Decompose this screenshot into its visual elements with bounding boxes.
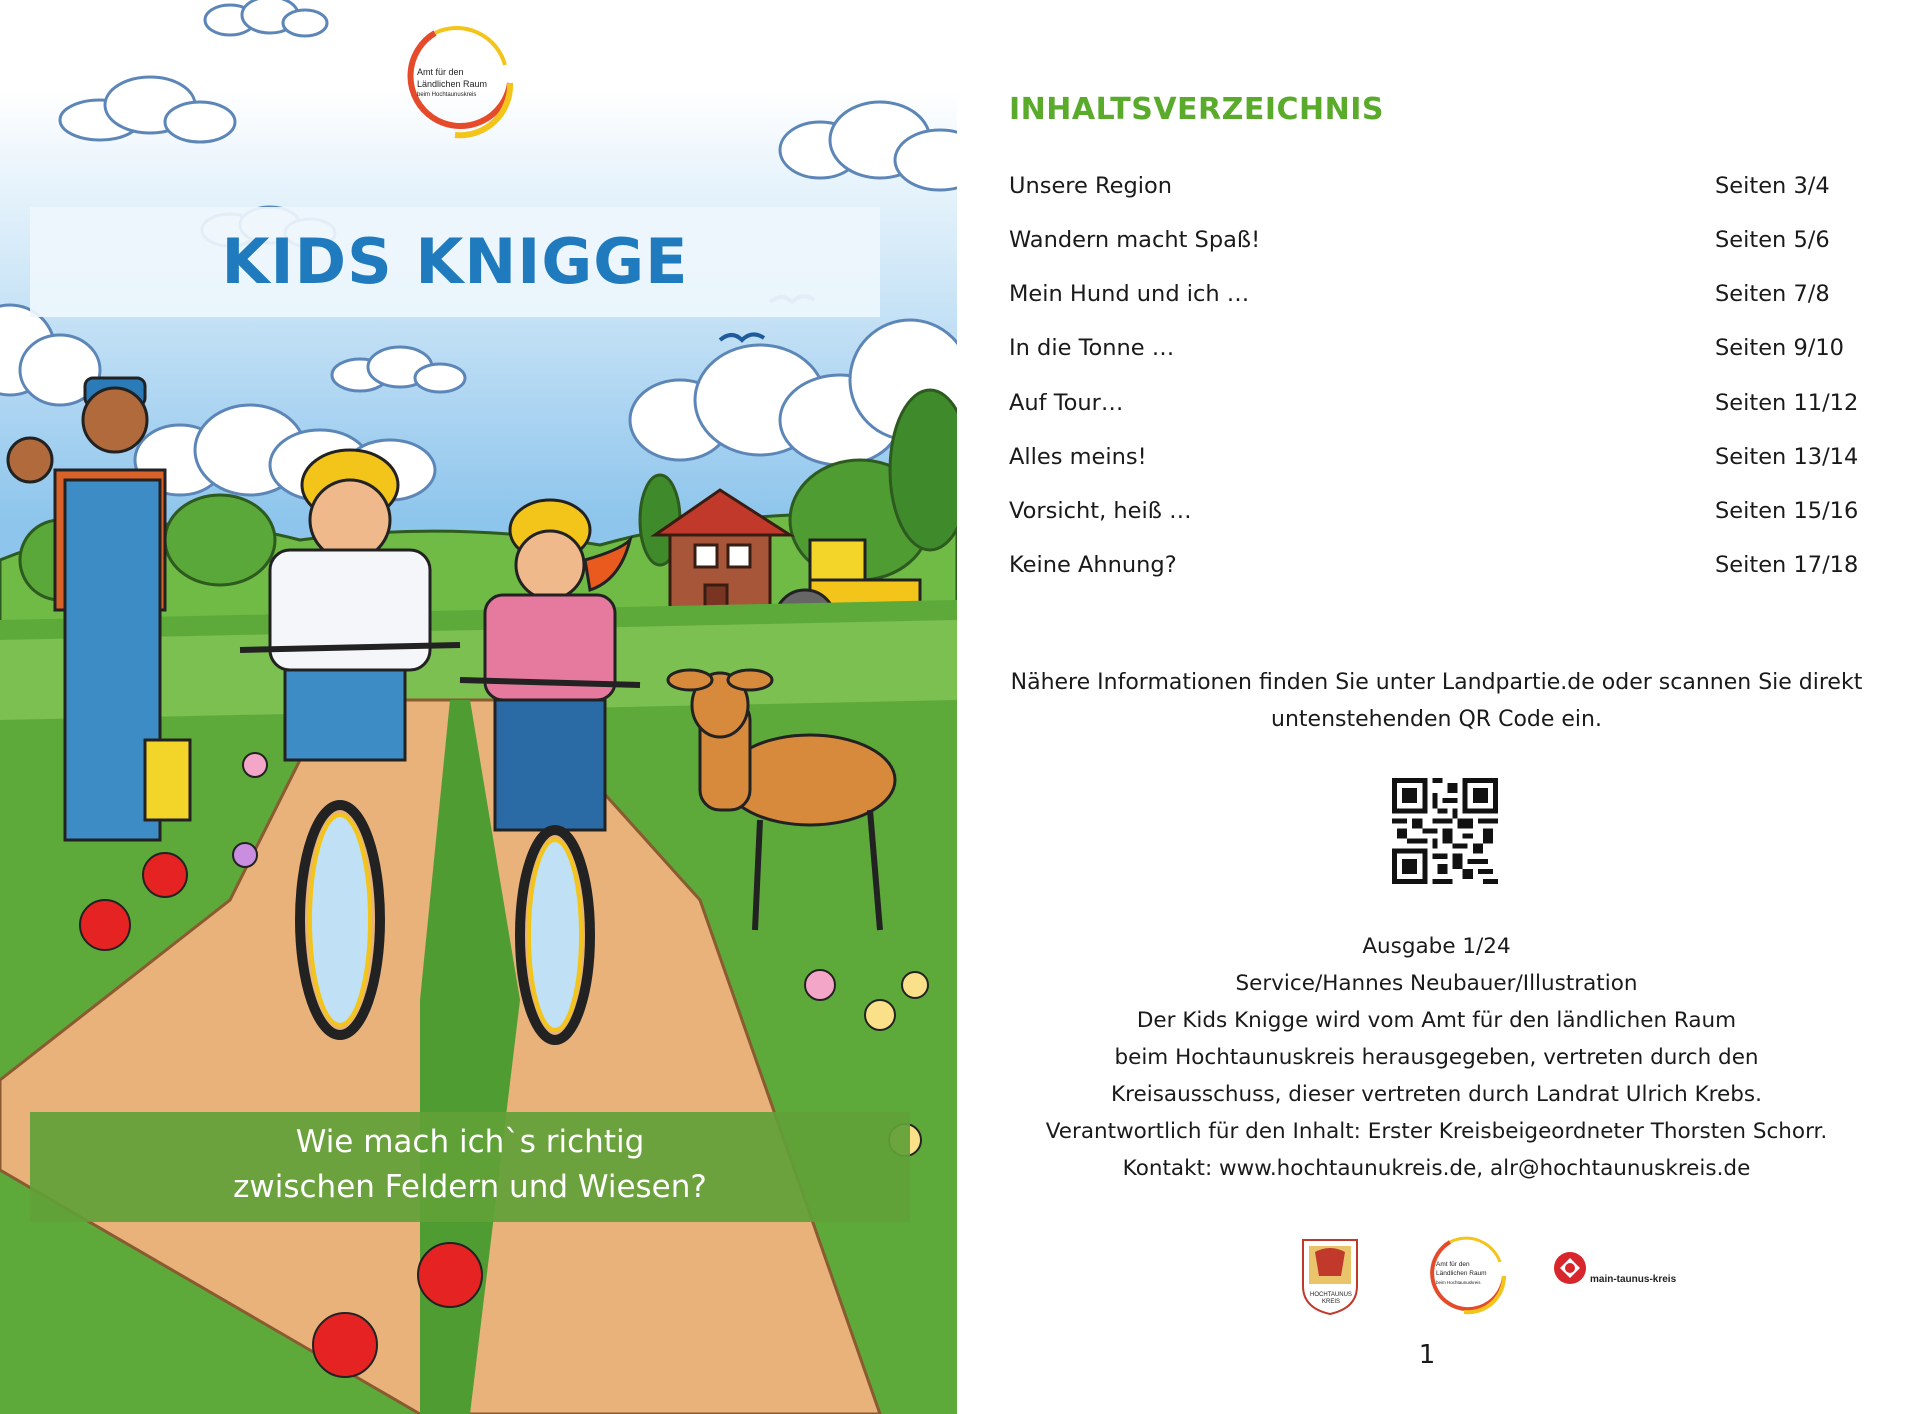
hochtaunus-logo-text: HOCHTAUNUS KREIS <box>1310 1292 1352 1305</box>
toc-entry-title: Keine Ahnung? <box>1009 552 1177 578</box>
cloud <box>205 0 327 36</box>
mtk-emblem-icon <box>1552 1250 1592 1290</box>
toc-entry-pages: Seiten 17/18 <box>1715 552 1859 578</box>
toc-entry-pages: Seiten 3/4 <box>1715 173 1830 199</box>
alr-footer-line-3: beim Hochtaunuskreis <box>1436 1280 1481 1285</box>
imprint-line: Kontakt: www.hochtaunukreis.de, alr@hochtaunuskreis.de <box>1122 1156 1751 1181</box>
toc-heading: INHALTSVERZEICHNIS <box>1009 92 1385 127</box>
hochtaunuskreis-logo <box>1297 1236 1367 1316</box>
toc-entry <box>1009 227 1864 267</box>
mtk-logo-text: main-taunus-kreis <box>1590 1274 1677 1285</box>
toc-entry <box>1009 335 1864 375</box>
cloud <box>60 77 235 142</box>
toc-entry-pages: Seiten 15/16 <box>1715 498 1859 524</box>
alr-logo-cover <box>395 25 525 140</box>
toc-entry-pages: Seiten 7/8 <box>1715 281 1830 307</box>
imprint-line: Der Kids Knigge wird vom Amt für den ländlichen Raum <box>1136 1008 1737 1033</box>
toc-entry-title: Vorsicht, heiß … <box>1009 498 1192 524</box>
toc-entry <box>1009 552 1864 592</box>
logo-line-3: beim Hochtaunuskreis <box>417 92 477 98</box>
info-line-2: untenstehenden QR Code ein. <box>1271 707 1602 732</box>
content-page <box>957 0 1920 1414</box>
toc-entry-title: Unsere Region <box>1009 173 1173 199</box>
bird <box>720 334 764 340</box>
imprint-line: Kreisausschuss, dieser vertreten durch Landrat Ulrich Krebs. <box>1111 1082 1762 1107</box>
toc-entry <box>1009 444 1864 484</box>
toc-entry-title: Auf Tour… <box>1009 390 1124 416</box>
info-text <box>1009 664 1864 738</box>
title-band <box>30 207 880 317</box>
toc-entry-title: Mein Hund und ich … <box>1009 281 1250 307</box>
toc-entry-pages: Seiten 9/10 <box>1715 335 1844 361</box>
cover-page <box>0 0 957 1414</box>
toc-entry-pages: Seiten 5/6 <box>1715 227 1830 253</box>
cover-subtitle-line-1: Wie mach ich`s richtig <box>295 1124 645 1160</box>
footer-logos <box>1297 1236 1737 1316</box>
alr-footer-line-1: Amt für den <box>1436 1261 1470 1268</box>
imprint-line: beim Hochtaunuskreis herausgegeben, vertreten durch den <box>1114 1045 1759 1070</box>
toc-entry <box>1009 390 1864 430</box>
toc-entry-pages: Seiten 13/14 <box>1715 444 1859 470</box>
cover-subtitle-line-2: zwischen Feldern und Wiesen? <box>233 1169 707 1205</box>
imprint-line: Ausgabe 1/24 <box>1362 934 1511 959</box>
cover-title: KIDS KNIGGE <box>221 225 689 298</box>
cloud <box>332 347 465 392</box>
imprint <box>1009 928 1864 1187</box>
imprint-line: Verantwortlich für den Inhalt: Erster Kreisbeigeordneter Thorsten Schorr. <box>1045 1119 1828 1144</box>
toc-entry-title: In die Tonne … <box>1009 335 1175 361</box>
toc-entry <box>1009 498 1864 538</box>
toc-entry-title: Wandern macht Spaß! <box>1009 227 1261 253</box>
toc-entry <box>1009 173 1864 213</box>
alr-footer-line-2: Ländlichen Raum <box>1436 1270 1487 1277</box>
main-taunus-kreis-logo <box>1552 1250 1722 1300</box>
page-number: 1 <box>1418 1340 1436 1370</box>
toc-entry-pages: Seiten 11/12 <box>1715 390 1859 416</box>
imprint-line: Service/Hannes Neubauer/Illustration <box>1235 971 1638 996</box>
subtitle-band <box>30 1112 910 1222</box>
cloud <box>780 102 957 190</box>
alr-logo-footer <box>1422 1236 1522 1316</box>
toc-entry-title: Alles meins! <box>1009 444 1147 470</box>
toc-entry <box>1009 281 1864 321</box>
logo-line-2: Ländlichen Raum <box>417 79 488 89</box>
qr-code[interactable] <box>1392 778 1498 884</box>
info-line-1: Nähere Informationen finden Sie unter Landpartie.de oder scannen Sie direkt <box>1010 670 1863 695</box>
logo-line-1: Amt für den <box>417 67 464 77</box>
